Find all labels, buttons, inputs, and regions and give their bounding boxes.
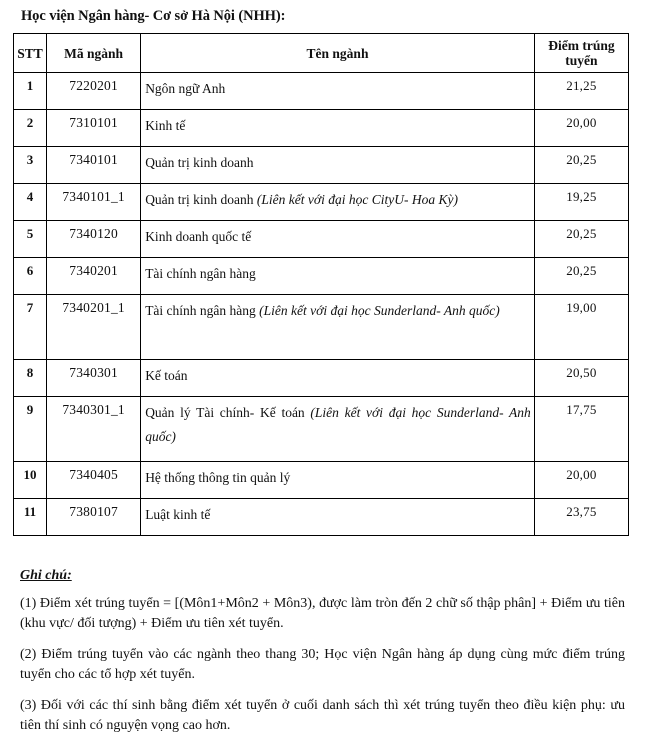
- cell-benchmark-score: 17,75: [534, 397, 628, 462]
- table-row: [14, 258, 629, 295]
- major-name-text: Quản lý Tài chính- Kế toán: [145, 405, 311, 420]
- admission-score-table: [13, 33, 629, 536]
- cell-major-code: 7340101: [47, 147, 141, 184]
- major-name-partner-note: (Liên kết với đại học CityU- Hoa Kỳ): [256, 192, 458, 207]
- cell-major-code: 7340301: [47, 360, 141, 397]
- cell-benchmark-score: 20,25: [534, 147, 628, 184]
- cell-major-name: [141, 360, 535, 397]
- cell-stt: 10: [14, 462, 47, 499]
- cell-major-name: [141, 397, 535, 462]
- table-row: [14, 147, 629, 184]
- cell-stt: 5: [14, 221, 47, 258]
- cell-benchmark-score: 20,00: [534, 110, 628, 147]
- cell-major-name: [141, 73, 535, 110]
- cell-major-name: [141, 295, 535, 360]
- table-row: [14, 499, 629, 536]
- cell-major-code: 7340101_1: [47, 184, 141, 221]
- major-name-text: Quản trị kinh doanh: [145, 155, 254, 170]
- cell-benchmark-score: 20,25: [534, 221, 628, 258]
- cell-stt: 11: [14, 499, 47, 536]
- page-title: Học viện Ngân hàng- Cơ sở Hà Nội (NHH):: [21, 8, 286, 24]
- cell-major-name: [141, 462, 535, 499]
- cell-major-name: [141, 221, 535, 258]
- column-header-score: Điểm trúng tuyển: [534, 34, 628, 73]
- major-name-text: Kinh doanh quốc tế: [145, 229, 252, 244]
- major-name-partner-note: (Liên kết với đại học Sunderland- Anh quốc): [259, 303, 500, 318]
- major-name-text: Ngôn ngữ Anh: [145, 81, 226, 96]
- table-row: [14, 73, 629, 110]
- cell-stt: 3: [14, 147, 47, 184]
- note-item: (2) Điểm trúng tuyển vào các ngành theo thang 30; Học viện Ngân hàng áp dụng cùng mức điểm trúng tuyển cho các tổ hợp xét tuyển.: [20, 647, 625, 682]
- major-name-partner-note: (Liên kết với đại học Sunderland- Anh quốc): [145, 405, 531, 444]
- cell-stt: 8: [14, 360, 47, 397]
- cell-major-name: [141, 147, 535, 184]
- table-row: [14, 110, 629, 147]
- cell-major-code: 7220201: [47, 73, 141, 110]
- cell-stt: 9: [14, 397, 47, 462]
- table-header: [14, 34, 629, 73]
- cell-stt: 2: [14, 110, 47, 147]
- cell-major-name: [141, 499, 535, 536]
- major-name-text: Luật kinh tế: [145, 507, 211, 522]
- cell-major-code: 7340201: [47, 258, 141, 295]
- cell-major-name: [141, 110, 535, 147]
- cell-stt: 4: [14, 184, 47, 221]
- table-row: [14, 360, 629, 397]
- cell-benchmark-score: 19,00: [534, 295, 628, 360]
- table-row: [14, 184, 629, 221]
- notes-section: [13, 566, 637, 736]
- note-item: (3) Đối với các thí sinh bằng điểm xét tuyển ở cuối danh sách thì xét trúng tuyển theo điều kiện phụ: ưu tiên thí sinh có nguyện vọng cao hơn.: [20, 698, 625, 733]
- column-header-stt: STT: [14, 34, 47, 73]
- table-body: [14, 73, 629, 536]
- cell-major-code: 7310101: [47, 110, 141, 147]
- table-header-row: [14, 34, 629, 73]
- cell-benchmark-score: 20,50: [534, 360, 628, 397]
- cell-major-code: 7340120: [47, 221, 141, 258]
- cell-benchmark-score: 20,00: [534, 462, 628, 499]
- table-row: [14, 295, 629, 360]
- notes-heading: Ghi chú:: [20, 568, 72, 583]
- table-row: [14, 221, 629, 258]
- cell-major-code: 7380107: [47, 499, 141, 536]
- cell-stt: 6: [14, 258, 47, 295]
- column-header-name: Tên ngành: [141, 34, 535, 73]
- table-row: [14, 397, 629, 462]
- cell-benchmark-score: 21,25: [534, 73, 628, 110]
- cell-stt: 1: [14, 73, 47, 110]
- cell-stt: 7: [14, 295, 47, 360]
- major-name-text: Quản trị kinh doanh: [145, 192, 257, 207]
- cell-benchmark-score: 23,75: [534, 499, 628, 536]
- column-header-code: Mã ngành: [47, 34, 141, 73]
- major-name-text: Kinh tế: [145, 118, 186, 133]
- cell-major-code: 7340301_1: [47, 397, 141, 462]
- major-name-text: Kế toán: [145, 368, 188, 383]
- note-item: (1) Điểm xét trúng tuyển = [(Môn1+Môn2 + Môn3), được làm tròn đến 2 chữ số thập phân] + Điểm ưu tiên (khu vực/ đối tượng) + Điểm ưu tiên xét tuyển.: [20, 596, 625, 631]
- cell-benchmark-score: 19,25: [534, 184, 628, 221]
- table-row: [14, 462, 629, 499]
- cell-benchmark-score: 20,25: [534, 258, 628, 295]
- major-name-text: Tài chính ngân hàng: [145, 303, 260, 318]
- major-name-text: Hệ thống thông tin quản lý: [145, 470, 291, 485]
- cell-major-name: [141, 184, 535, 221]
- cell-major-code: 7340405: [47, 462, 141, 499]
- major-name-text: Tài chính ngân hàng: [145, 266, 256, 281]
- notes-list: [20, 594, 625, 736]
- cell-major-code: 7340201_1: [47, 295, 141, 360]
- cell-major-name: [141, 258, 535, 295]
